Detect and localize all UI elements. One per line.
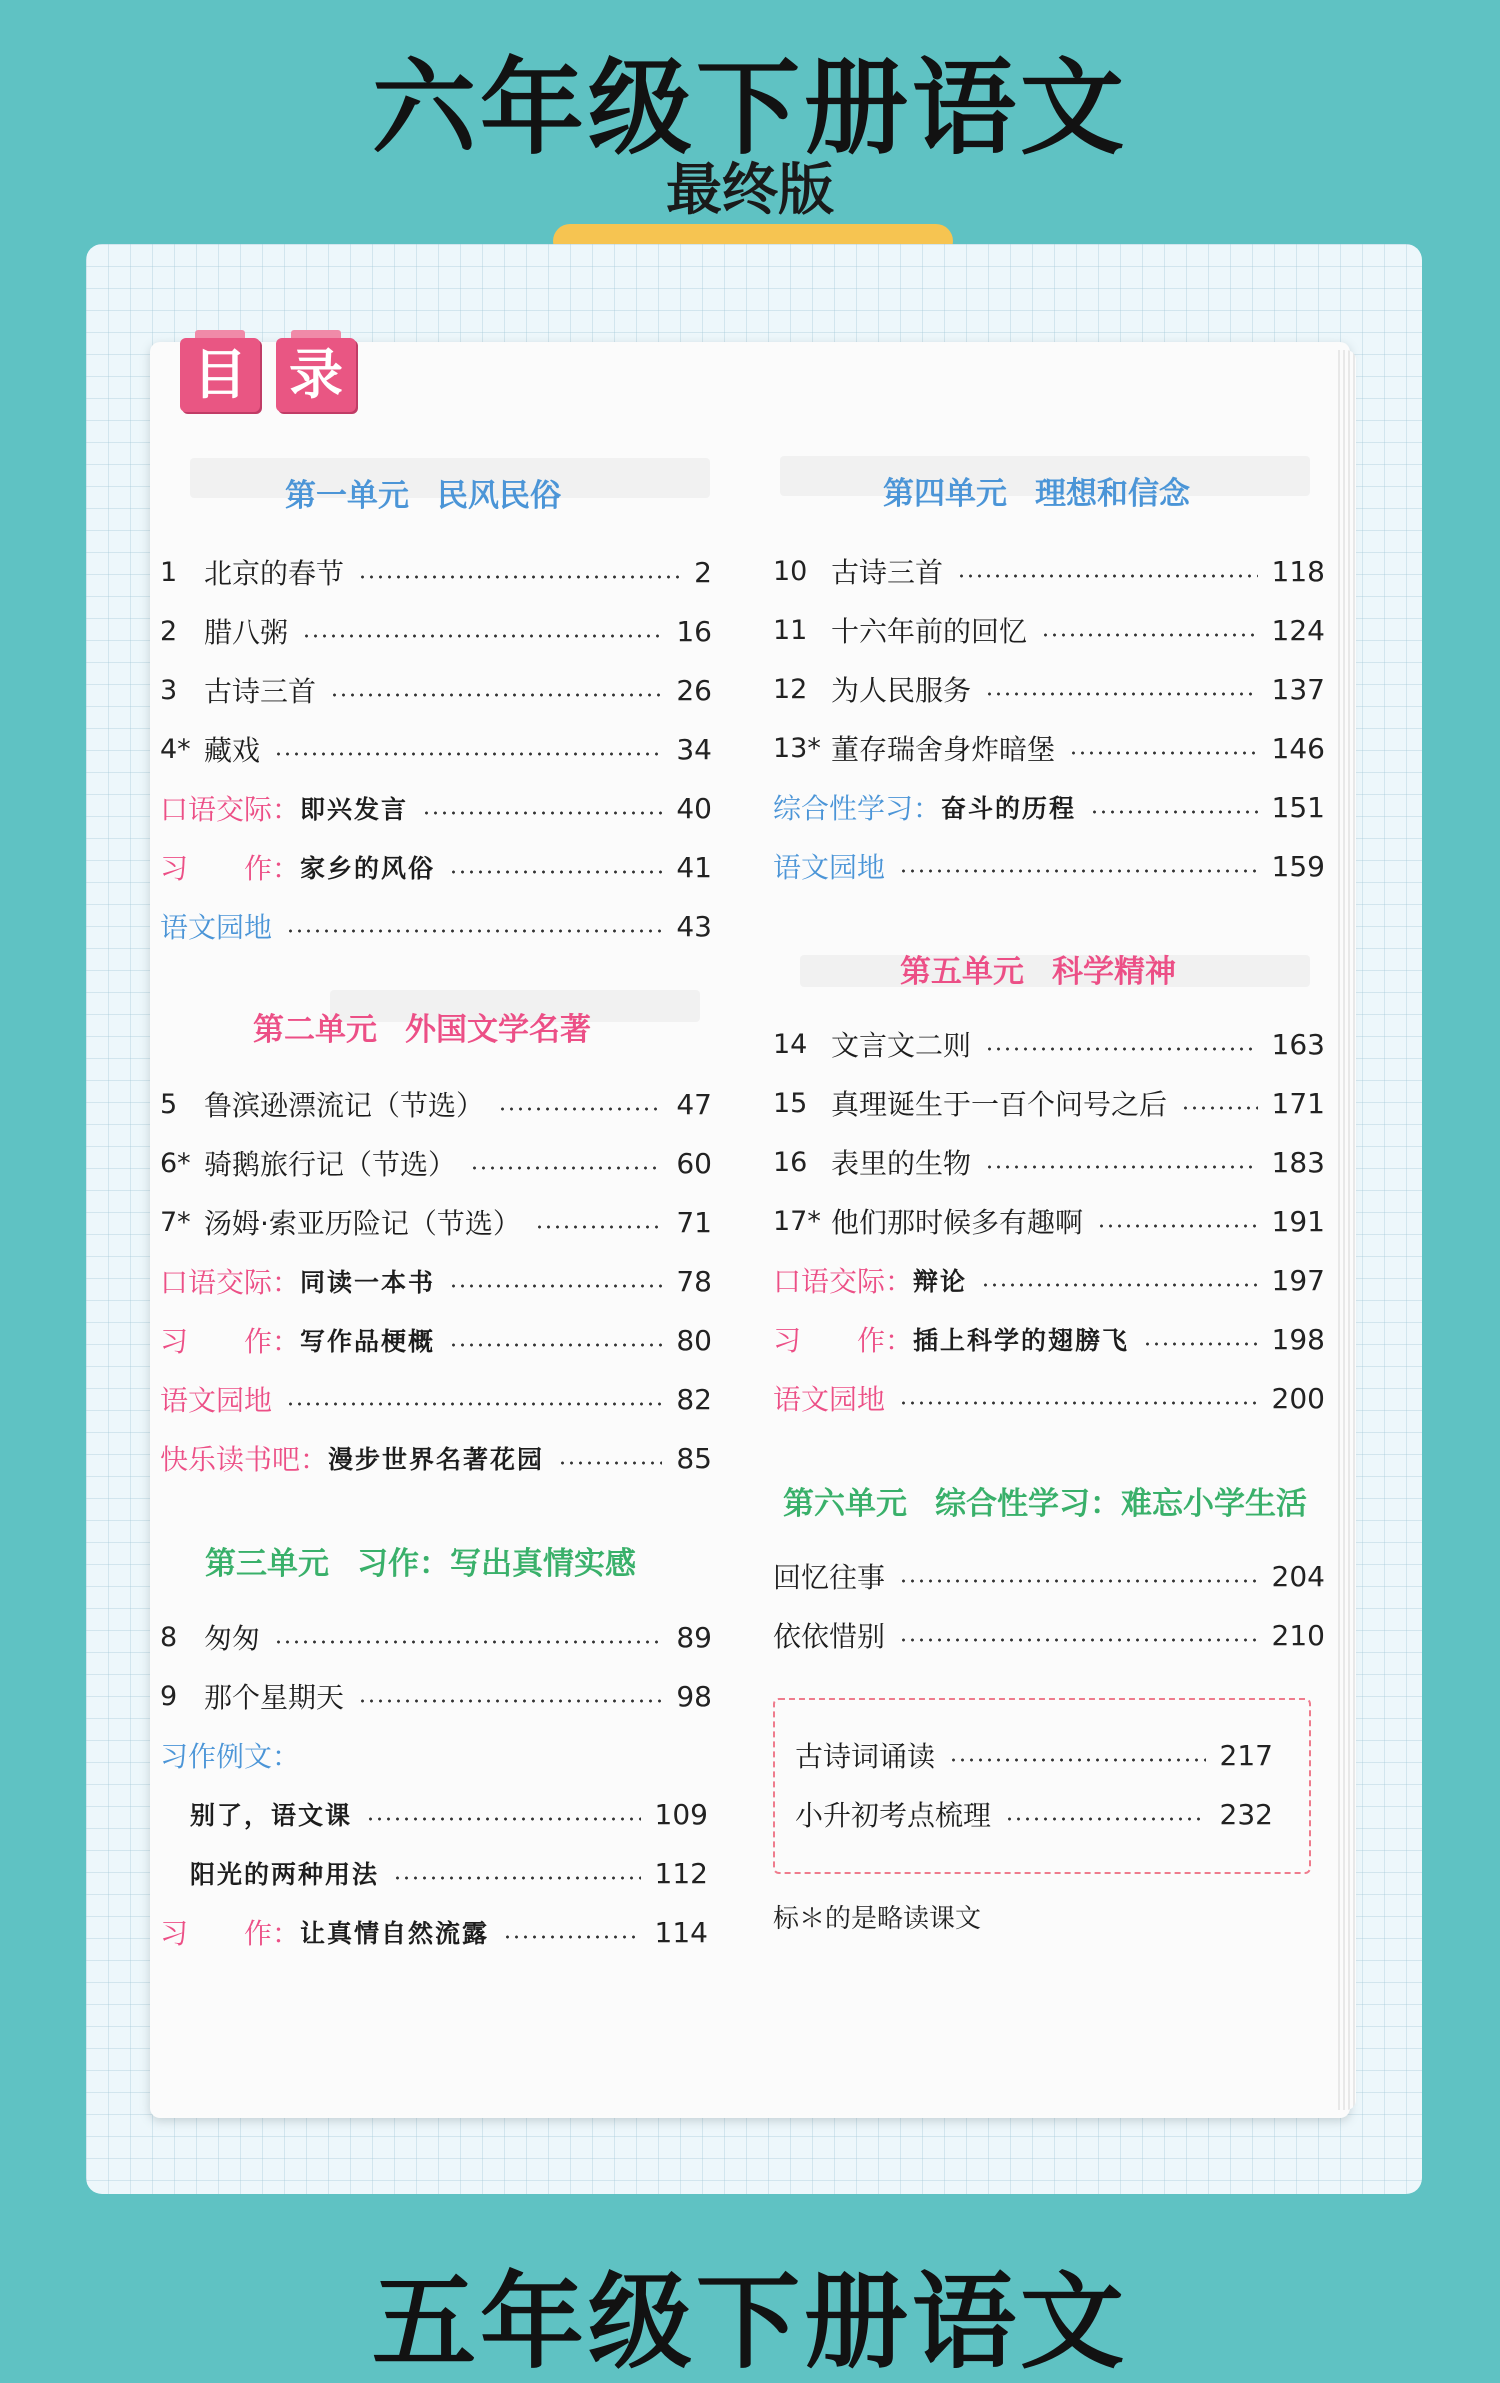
- lesson-number: 7*: [160, 1206, 191, 1238]
- leader-dots: [1069, 751, 1258, 755]
- toc-entry[interactable]: [160, 552, 712, 592]
- toc-entry[interactable]: [773, 1319, 1325, 1359]
- section-label: 口语交际：: [773, 1265, 914, 1298]
- leader-dots: [535, 1225, 662, 1229]
- leader-dots: [358, 575, 680, 579]
- leader-dots: [1097, 1224, 1258, 1228]
- page-number: 47: [676, 1087, 712, 1121]
- lesson-number: 10: [773, 555, 808, 587]
- toc-entry[interactable]: [160, 611, 712, 651]
- page-number: 197: [1271, 1263, 1325, 1297]
- toc-entry[interactable]: [160, 847, 712, 887]
- section-label: 习作例文：: [160, 1740, 301, 1773]
- unit-number: 第六单元: [783, 1486, 907, 1522]
- entry-title: 古诗三首: [831, 556, 944, 589]
- leader-dots: [286, 929, 662, 933]
- unit-heading: [883, 468, 1190, 513]
- lesson-number: 5: [160, 1088, 178, 1120]
- leader-dots: [985, 1047, 1258, 1051]
- toc-entry[interactable]: [160, 1676, 712, 1716]
- lesson-number: 8: [160, 1621, 178, 1653]
- toc-entry[interactable]: [160, 1617, 712, 1657]
- leader-dots: [899, 869, 1258, 873]
- toc-entry[interactable]: [773, 1201, 1325, 1241]
- unit-number: 第一单元: [285, 478, 409, 514]
- lesson-number: 1: [160, 556, 178, 588]
- toc-entry[interactable]: [773, 1142, 1325, 1182]
- lesson-number: 13*: [773, 732, 821, 764]
- unit-name: 外国文学名著: [405, 1012, 591, 1048]
- page-number: 85: [676, 1441, 712, 1475]
- page-number: 112: [654, 1856, 708, 1890]
- entry-title: 插上科学的翅膀飞: [913, 1326, 1130, 1355]
- entry-title: 文言文二则: [831, 1029, 972, 1062]
- entry-title: 董存瑞舍身炸暗堡: [831, 733, 1056, 766]
- leader-dots: [899, 1401, 1258, 1405]
- page-number: 171: [1271, 1086, 1325, 1120]
- lesson-number: 16: [773, 1146, 808, 1178]
- leader-dots: [985, 692, 1258, 696]
- page-number: 191: [1271, 1204, 1325, 1238]
- entry-title: 古诗词诵读: [795, 1740, 936, 1773]
- leader-dots: [358, 1699, 662, 1703]
- leader-dots: [449, 1284, 662, 1288]
- section-label: 习 作：: [773, 1324, 914, 1357]
- toc-entry[interactable]: [773, 1378, 1325, 1418]
- page-number: 183: [1271, 1145, 1325, 1179]
- page-number: 43: [676, 909, 712, 943]
- toc-entry[interactable]: [160, 729, 712, 769]
- page-number: 82: [676, 1382, 712, 1416]
- unit-heading: [253, 1004, 591, 1049]
- page-number: 151: [1271, 790, 1325, 824]
- page-number: 16: [676, 614, 712, 648]
- leader-dots: [558, 1461, 662, 1465]
- leader-dots: [302, 634, 662, 638]
- entry-title: 奋斗的历程: [941, 794, 1077, 823]
- toc-entry[interactable]: [160, 906, 712, 946]
- page-number: 109: [654, 1797, 708, 1831]
- unit-heading: [205, 1538, 636, 1583]
- leader-dots: [366, 1817, 641, 1821]
- entry-title: 腊八粥: [204, 616, 289, 649]
- entry-title: 写作品梗概: [300, 1327, 436, 1356]
- unit-heading: [285, 470, 561, 515]
- page-number: 40: [676, 791, 712, 825]
- toc-entry[interactable]: [773, 846, 1325, 886]
- page-number: 146: [1271, 731, 1325, 765]
- page-number: 159: [1271, 849, 1325, 883]
- lesson-number: 17*: [773, 1205, 821, 1237]
- toc-entry[interactable]: [773, 669, 1325, 709]
- unit-name: 综合性学习：难忘小学生活: [935, 1486, 1307, 1522]
- toc-entry[interactable]: [773, 1260, 1325, 1300]
- page-number: 118: [1271, 554, 1325, 588]
- entry-title: 家乡的风俗: [300, 854, 436, 883]
- page-number: 71: [676, 1205, 712, 1239]
- toc-entry[interactable]: [160, 1202, 712, 1242]
- leader-dots: [393, 1876, 641, 1880]
- unit-number: 第五单元: [900, 954, 1024, 990]
- next-page-title: 五年级下册语文: [371, 2261, 1128, 2383]
- toc-entry[interactable]: [773, 610, 1325, 650]
- entry-title: 表里的生物: [831, 1147, 972, 1180]
- page-number: 60: [676, 1146, 712, 1180]
- unit-name: 习作：写出真情实感: [357, 1546, 636, 1582]
- toc-entry[interactable]: [160, 1320, 712, 1360]
- entry-title: 那个星期天: [204, 1681, 345, 1714]
- page-number: 210: [1271, 1618, 1325, 1652]
- lesson-number: 14: [773, 1028, 808, 1060]
- leader-dots: [1090, 810, 1258, 814]
- entry-title: 十六年前的回忆: [831, 615, 1028, 648]
- section-label: 习 作：: [160, 1917, 301, 1950]
- entry-title: 藏戏: [204, 734, 261, 767]
- toc-entry[interactable]: [160, 1084, 712, 1124]
- entry-title: 北京的春节: [204, 557, 345, 590]
- leader-dots: [286, 1402, 662, 1406]
- leader-dots: [274, 1640, 662, 1644]
- toc-entry[interactable]: [160, 1143, 712, 1183]
- leader-dots: [985, 1165, 1258, 1169]
- paper-page-edge: [1338, 350, 1356, 2110]
- unit-number: 第二单元: [253, 1012, 377, 1048]
- toc-entry[interactable]: [773, 728, 1325, 768]
- toc-entry[interactable]: [773, 1024, 1325, 1064]
- page-number: 163: [1271, 1027, 1325, 1061]
- toc-badge-mu: 目: [180, 338, 260, 412]
- toc-entry[interactable]: [160, 1735, 712, 1775]
- leader-dots: [449, 1343, 662, 1347]
- entry-title: 辩论: [913, 1267, 968, 1296]
- unit-name: 理想和信念: [1035, 476, 1190, 512]
- leader-dots: [1143, 1342, 1258, 1346]
- page-number: 78: [676, 1264, 712, 1298]
- entry-title: 别了，语文课: [190, 1801, 353, 1830]
- entry-title: 小升初考点梳理: [795, 1799, 992, 1832]
- page-number: 198: [1271, 1322, 1325, 1356]
- page-number: 114: [654, 1915, 708, 1949]
- page-number: 34: [676, 732, 712, 766]
- entry-title: 同读一本书: [300, 1268, 436, 1297]
- appendix-box: [773, 1698, 1311, 1874]
- section-label: 语文园地: [160, 911, 273, 944]
- lesson-number: 12: [773, 673, 808, 705]
- leader-dots: [1041, 633, 1258, 637]
- page-number: 137: [1271, 672, 1325, 706]
- lesson-number: 9: [160, 1680, 178, 1712]
- toc-entry[interactable]: [160, 788, 712, 828]
- footnote: 标＊的是略读课文: [773, 1904, 982, 1934]
- toc-entry[interactable]: [773, 1556, 1325, 1596]
- entry-title: 鲁滨逊漂流记（节选）: [204, 1089, 485, 1122]
- toc-entry[interactable]: [773, 787, 1325, 827]
- page-number: 124: [1271, 613, 1325, 647]
- toc-entry[interactable]: [773, 1615, 1325, 1655]
- leader-dots: [422, 811, 662, 815]
- leader-dots: [330, 693, 662, 697]
- toc-entry[interactable]: [160, 1794, 708, 1834]
- leader-dots: [899, 1638, 1258, 1642]
- entry-title: 汤姆·索亚历险记（节选）: [204, 1207, 521, 1240]
- entry-title: 真理诞生于一百个问号之后: [831, 1088, 1168, 1121]
- toc-entry[interactable]: [160, 1379, 712, 1419]
- section-label: 语文园地: [160, 1384, 273, 1417]
- section-label: 口语交际：: [160, 793, 301, 826]
- unit-name: 科学精神: [1052, 954, 1176, 990]
- page-number: 2: [694, 555, 712, 589]
- lesson-number: 6*: [160, 1147, 191, 1179]
- entry-title: 回忆往事: [773, 1561, 886, 1594]
- page-subtitle: 最终版: [666, 158, 834, 223]
- lesson-number: 15: [773, 1087, 808, 1119]
- leader-dots: [449, 870, 662, 874]
- lesson-number: 2: [160, 615, 178, 647]
- lesson-number: 3: [160, 674, 178, 706]
- unit-heading: [900, 946, 1176, 991]
- toc-badge-lu: 录: [276, 338, 356, 412]
- section-label: 习 作：: [160, 1325, 301, 1358]
- page-number: 217: [1219, 1738, 1273, 1772]
- leader-dots: [274, 752, 662, 756]
- entry-title: 他们那时候多有趣啊: [831, 1206, 1084, 1239]
- section-label: 快乐读书吧：: [160, 1443, 329, 1476]
- page-number: 26: [676, 673, 712, 707]
- section-label: 习 作：: [160, 852, 301, 885]
- entry-title: 匆匆: [204, 1622, 261, 1655]
- section-label: 综合性学习：: [773, 792, 942, 825]
- lesson-number: 11: [773, 614, 808, 646]
- leader-dots: [981, 1283, 1258, 1287]
- entry-title: 骑鹅旅行记（节选）: [204, 1148, 457, 1181]
- entry-title: 依依惜别: [773, 1620, 886, 1653]
- page-title: 六年级下册语文: [371, 47, 1128, 169]
- entry-title: 即兴发言: [300, 795, 409, 824]
- entry-title: 古诗三首: [204, 675, 317, 708]
- page-number: 98: [676, 1679, 712, 1713]
- section-label: 口语交际：: [160, 1266, 301, 1299]
- leader-dots: [498, 1107, 662, 1111]
- toc-entry[interactable]: [160, 670, 712, 710]
- page-number: 80: [676, 1323, 712, 1357]
- unit-heading: [783, 1478, 1307, 1523]
- toc-entry[interactable]: [160, 1438, 712, 1478]
- leader-dots: [899, 1579, 1258, 1583]
- toc-entry[interactable]: [160, 1853, 708, 1893]
- page-number: 41: [676, 850, 712, 884]
- leader-dots: [1181, 1106, 1258, 1110]
- entry-title: 漫步世界名著花园: [328, 1445, 545, 1474]
- leader-dots: [470, 1166, 662, 1170]
- toc-entry[interactable]: [160, 1261, 712, 1301]
- leader-dots: [957, 574, 1258, 578]
- entry-title: 让真情自然流露: [300, 1919, 490, 1948]
- toc-entry[interactable]: [160, 1912, 708, 1952]
- entry-title: 为人民服务: [831, 674, 972, 707]
- page-number: 232: [1219, 1797, 1273, 1831]
- unit-number: 第三单元: [205, 1546, 329, 1582]
- page-number: 200: [1271, 1381, 1325, 1415]
- unit-number: 第四单元: [883, 476, 1007, 512]
- page-number: 204: [1271, 1559, 1325, 1593]
- entry-title: 阳光的两种用法: [190, 1860, 380, 1889]
- toc-entry[interactable]: [773, 1083, 1325, 1123]
- page-number: 89: [676, 1620, 712, 1654]
- leader-dots: [503, 1935, 641, 1939]
- toc-entry[interactable]: [773, 551, 1325, 591]
- unit-name: 民风民俗: [437, 478, 561, 514]
- section-label: 语文园地: [773, 1383, 886, 1416]
- lesson-number: 4*: [160, 733, 191, 765]
- section-label: 语文园地: [773, 851, 886, 884]
